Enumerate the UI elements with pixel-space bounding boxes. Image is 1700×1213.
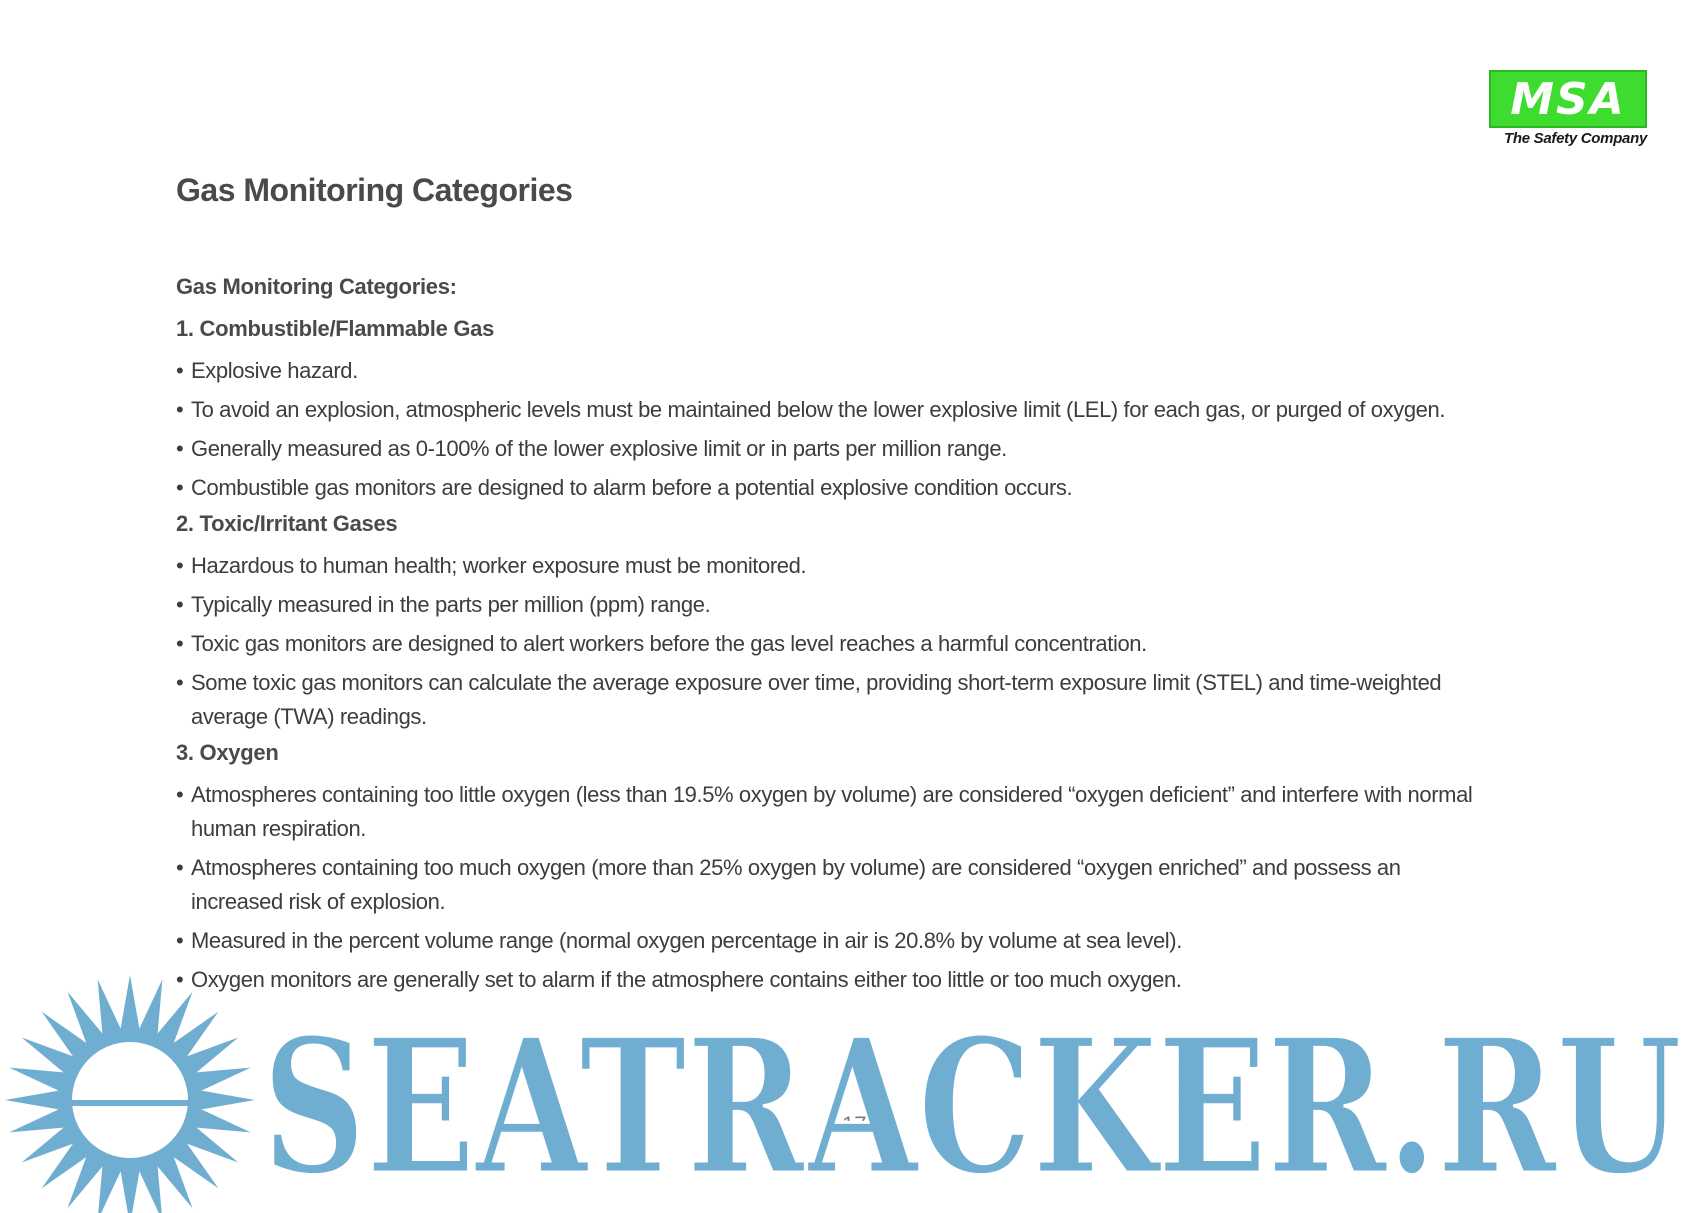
- section-heading-toxic: 2. Toxic/Irritant Gases: [176, 511, 398, 536]
- section-heading-oxygen: 3. Oxygen: [176, 740, 279, 765]
- watermark-text: SEATRACKER.RU: [262, 997, 1682, 1213]
- list-item: • Atmospheres containing too much oxygen (more than 25% oxygen by volume) are considered “oxygen enriched” and possess an increased risk of explosion.: [176, 851, 1476, 919]
- page-number: 17: [842, 1112, 867, 1137]
- section-heading-combustible: 1. Combustible/Flammable Gas: [176, 316, 495, 341]
- list-item: • Measured in the percent volume range (normal oxygen percentage in air is 20.8% by volume at sea level).: [176, 924, 1476, 958]
- content: [176, 274, 1476, 1002]
- list-item: • To avoid an explosion, atmospheric levels must be maintained below the lower explosive limit (LEL) for each gas, or purged of oxygen.: [176, 393, 1476, 427]
- toxic-bullet-list: [176, 549, 1476, 734]
- logo-tagline: The Safety Company: [1504, 130, 1647, 147]
- msa-logo: [1489, 70, 1647, 147]
- list-item: • Hazardous to human health; worker exposure must be monitored.: [176, 549, 1476, 583]
- list-item: • Oxygen monitors are generally set to alarm if the atmosphere contains either too little or too much oxygen.: [176, 963, 1476, 997]
- list-item: • Explosive hazard.: [176, 354, 1476, 388]
- combustible-bullet-list: [176, 354, 1476, 505]
- list-item: • Generally measured as 0-100% of the lower explosive limit or in parts per million range.: [176, 432, 1476, 466]
- list-item: • Toxic gas monitors are designed to alert workers before the gas level reaches a harmful concentration.: [176, 627, 1476, 661]
- list-item: • Atmospheres containing too little oxygen (less than 19.5% oxygen by volume) are considered “oxygen deficient” and interfere with normal human respiration.: [176, 778, 1476, 846]
- list-item: • Some toxic gas monitors can calculate the average exposure over time, providing short-term exposure limit (STEL) and time-weighted average (TWA) readings.: [176, 666, 1476, 734]
- intro-heading: Gas Monitoring Categories:: [176, 274, 457, 299]
- list-item: • Typically measured in the parts per million (ppm) range.: [176, 588, 1476, 622]
- sun-icon: [5, 975, 255, 1213]
- logo-wordmark: MSA: [1489, 70, 1647, 128]
- page-title: Gas Monitoring Categories: [176, 172, 573, 208]
- list-item: • Combustible gas monitors are designed to alarm before a potential explosive condition occurs.: [176, 471, 1476, 505]
- seatracker-watermark: [0, 960, 1700, 1213]
